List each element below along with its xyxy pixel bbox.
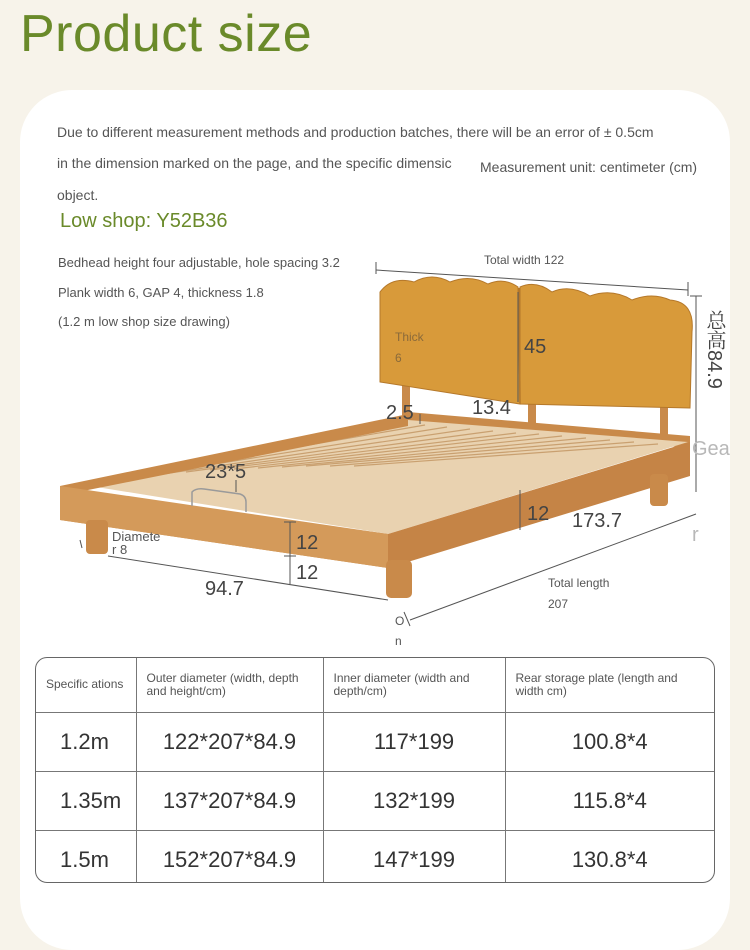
label-post-gap: 13.4 [472, 397, 511, 419]
leg-back-right [650, 474, 668, 506]
label-diameter-a: Diamete [112, 529, 161, 544]
label-on-b: n [395, 634, 402, 648]
label-total-width: Total width 122 [484, 253, 565, 267]
table-row [36, 772, 714, 831]
label-front-height-a: 12 [296, 532, 319, 554]
label-on-a: O [395, 614, 405, 628]
label-handle: 23*5 [205, 461, 247, 483]
label-diameter-b: r 8 [112, 542, 128, 557]
label-thick: Thick [395, 330, 424, 344]
leg-front-left [86, 520, 108, 554]
cell-outer: 137*207*84.9 [136, 772, 323, 831]
cell-inner: 147*199 [323, 831, 505, 884]
spec-line-3: (1.2 m low shop size drawing) [58, 314, 230, 329]
label-gea-b: r [692, 524, 699, 546]
cell-rear: 130.8*4 [505, 831, 714, 884]
label-thick-value: 6 [395, 351, 402, 365]
cell-rear: 115.8*4 [505, 772, 714, 831]
label-front-height-b: 12 [296, 562, 319, 584]
label-total-length: Total length [548, 576, 610, 590]
label-side-height: 12 [527, 503, 550, 525]
note-line-3: object. [57, 187, 99, 203]
page-title: Product size [20, 5, 313, 63]
table-header-row [36, 658, 714, 713]
label-gea-a: Gea [692, 438, 730, 460]
label-headboard-height: 45 [524, 336, 547, 358]
cell-spec: 1.5m [36, 831, 136, 884]
cell-inner: 132*199 [323, 772, 505, 831]
table-row [36, 713, 714, 772]
cell-inner: 117*199 [323, 713, 505, 772]
note-line-2: in the dimension marked on the page, and the specific dimensic [57, 155, 452, 171]
label-total-height: 总高84.9 [703, 310, 725, 389]
leg-front-right [386, 560, 412, 598]
cell-outer: 152*207*84.9 [136, 831, 323, 884]
header-rear-storage: Rear storage plate (length and width cm) [505, 658, 714, 713]
label-total-length-value: 207 [548, 597, 569, 611]
table-row [36, 831, 714, 884]
label-width-94: 94.7 [205, 578, 244, 600]
cell-spec: 1.35m [36, 772, 136, 831]
cell-rear: 100.8*4 [505, 713, 714, 772]
spec-line-1: Bedhead height four adjustable, hole spacing 3.2 [58, 255, 340, 270]
shop-label: Low shop: Y52B36 [60, 210, 228, 232]
label-length: 173.7 [572, 510, 623, 532]
cell-spec: 1.2m [36, 713, 136, 772]
label-leg-gap: 2.5 [386, 402, 414, 424]
header-specifications: Specific ations [36, 658, 136, 713]
spec-line-2: Plank width 6, GAP 4, thickness 1.8 [58, 285, 264, 300]
size-table [35, 657, 715, 883]
header-inner-diameter: Inner diameter (width and depth/cm) [323, 658, 505, 713]
header-outer-diameter: Outer diameter (width, depth and height/cm) [136, 658, 323, 713]
note-line-1: Due to different measurement methods and production batches, there will be an error of ± 0.5cm [57, 124, 654, 140]
measurement-unit: Measurement unit: centimeter (cm) [480, 159, 698, 175]
cell-outer: 122*207*84.9 [136, 713, 323, 772]
